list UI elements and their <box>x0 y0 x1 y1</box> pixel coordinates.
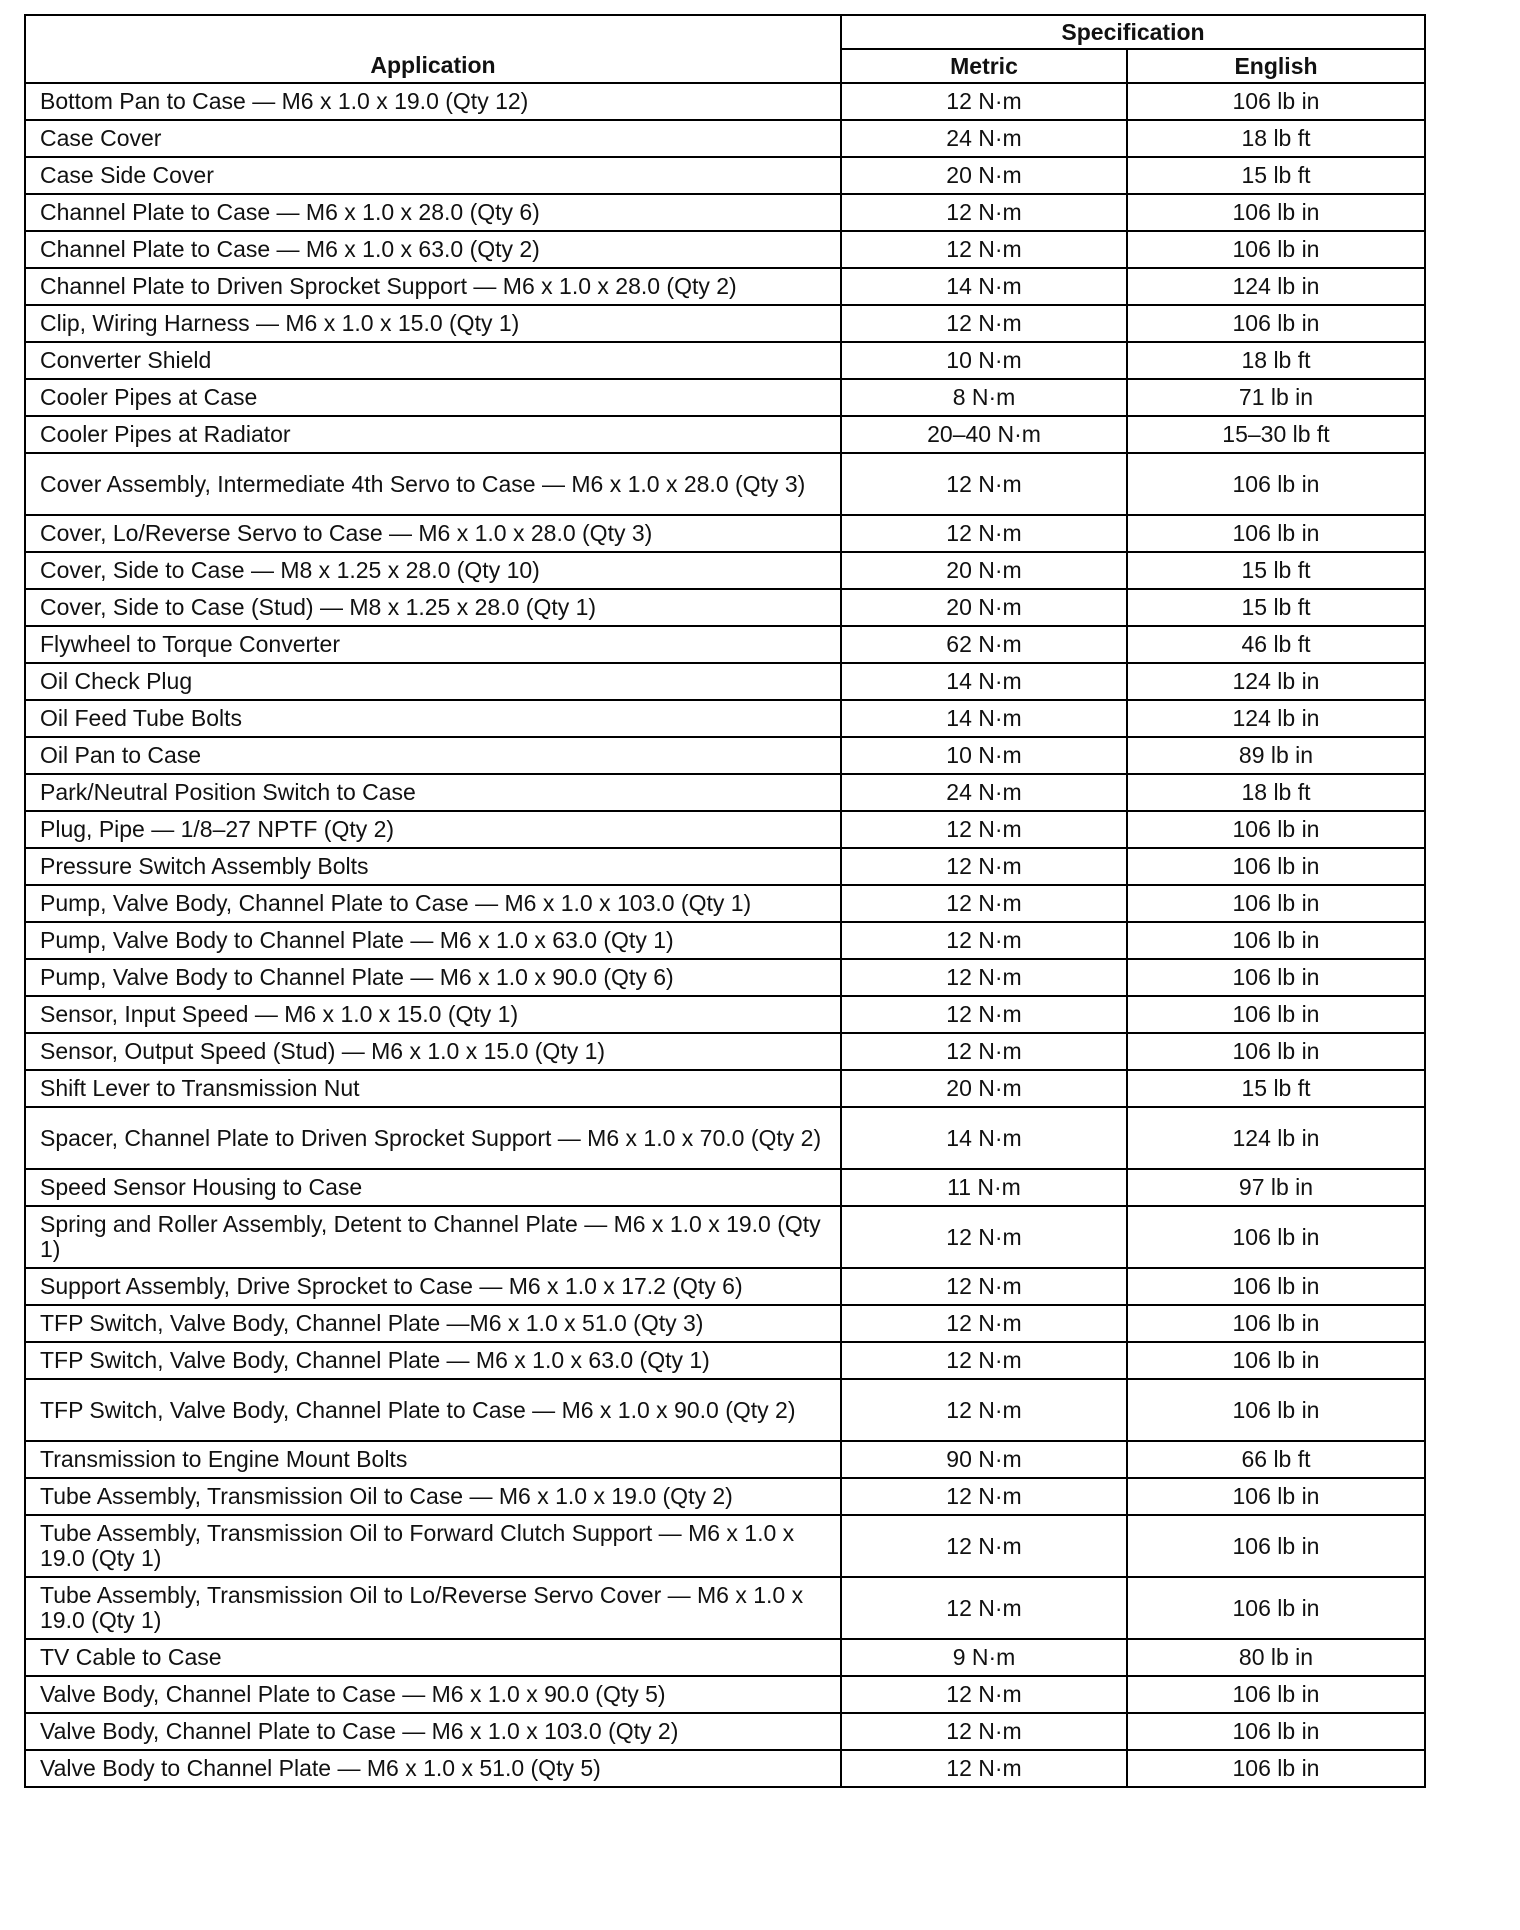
application-cell: Bottom Pan to Case — M6 x 1.0 x 19.0 (Qty 12) <box>25 83 841 120</box>
english-cell: 106 lb in <box>1127 1713 1425 1750</box>
application-cell: Flywheel to Torque Converter <box>25 626 841 663</box>
english-cell: 15 lb ft <box>1127 552 1425 589</box>
table-row <box>25 1577 1425 1639</box>
application-cell: Converter Shield <box>25 342 841 379</box>
english-cell: 106 lb in <box>1127 1379 1425 1441</box>
metric-cell: 12 N·m <box>841 1206 1127 1268</box>
table-row <box>25 996 1425 1033</box>
metric-cell: 12 N·m <box>841 83 1127 120</box>
metric-cell: 20–40 N·m <box>841 416 1127 453</box>
application-cell: Cover, Side to Case — M8 x 1.25 x 28.0 (Qty 10) <box>25 552 841 589</box>
english-cell: 124 lb in <box>1127 663 1425 700</box>
application-cell: Channel Plate to Driven Sprocket Support — M6 x 1.0 x 28.0 (Qty 2) <box>25 268 841 305</box>
english-cell: 106 lb in <box>1127 1033 1425 1070</box>
english-cell: 124 lb in <box>1127 1107 1425 1169</box>
header-specification: Specification <box>841 15 1425 49</box>
english-cell: 106 lb in <box>1127 1305 1425 1342</box>
english-cell: 15 lb ft <box>1127 1070 1425 1107</box>
table-row <box>25 515 1425 552</box>
header-english: English <box>1127 49 1425 83</box>
table-row <box>25 1639 1425 1676</box>
application-cell: Park/Neutral Position Switch to Case <box>25 774 841 811</box>
metric-cell: 14 N·m <box>841 663 1127 700</box>
application-cell: Cover, Lo/Reverse Servo to Case — M6 x 1.0 x 28.0 (Qty 3) <box>25 515 841 552</box>
metric-cell: 14 N·m <box>841 700 1127 737</box>
application-cell: Cover Assembly, Intermediate 4th Servo to Case — M6 x 1.0 x 28.0 (Qty 3) <box>25 453 841 515</box>
table-row <box>25 959 1425 996</box>
metric-cell: 10 N·m <box>841 737 1127 774</box>
english-cell: 15 lb ft <box>1127 157 1425 194</box>
application-cell: Transmission to Engine Mount Bolts <box>25 1441 841 1478</box>
table-row <box>25 811 1425 848</box>
metric-cell: 12 N·m <box>841 1750 1127 1787</box>
application-cell: Speed Sensor Housing to Case <box>25 1169 841 1206</box>
table-row <box>25 1750 1425 1787</box>
table-row <box>25 737 1425 774</box>
application-cell: Valve Body, Channel Plate to Case — M6 x 1.0 x 103.0 (Qty 2) <box>25 1713 841 1750</box>
table-row <box>25 416 1425 453</box>
table-row <box>25 1107 1425 1169</box>
application-cell: Oil Check Plug <box>25 663 841 700</box>
application-cell: Pump, Valve Body, Channel Plate to Case — M6 x 1.0 x 103.0 (Qty 1) <box>25 885 841 922</box>
english-cell: 106 lb in <box>1127 1478 1425 1515</box>
application-cell: Tube Assembly, Transmission Oil to Forward Clutch Support — M6 x 1.0 x 19.0 (Qty 1) <box>25 1515 841 1577</box>
english-cell: 46 lb ft <box>1127 626 1425 663</box>
application-cell: TFP Switch, Valve Body, Channel Plate — M6 x 1.0 x 63.0 (Qty 1) <box>25 1342 841 1379</box>
table-row <box>25 120 1425 157</box>
table-body <box>25 83 1425 1787</box>
table-row <box>25 157 1425 194</box>
english-cell: 106 lb in <box>1127 996 1425 1033</box>
table-row <box>25 552 1425 589</box>
table-row <box>25 194 1425 231</box>
metric-cell: 12 N·m <box>841 1676 1127 1713</box>
table-row <box>25 885 1425 922</box>
table-row <box>25 700 1425 737</box>
english-cell: 106 lb in <box>1127 1750 1425 1787</box>
application-cell: TFP Switch, Valve Body, Channel Plate —M6 x 1.0 x 51.0 (Qty 3) <box>25 1305 841 1342</box>
table-row <box>25 342 1425 379</box>
metric-cell: 20 N·m <box>841 589 1127 626</box>
metric-cell: 24 N·m <box>841 120 1127 157</box>
english-cell: 66 lb ft <box>1127 1441 1425 1478</box>
application-cell: Support Assembly, Drive Sprocket to Case — M6 x 1.0 x 17.2 (Qty 6) <box>25 1268 841 1305</box>
table-row <box>25 774 1425 811</box>
metric-cell: 12 N·m <box>841 959 1127 996</box>
table-row <box>25 1441 1425 1478</box>
metric-cell: 12 N·m <box>841 1478 1127 1515</box>
metric-cell: 12 N·m <box>841 922 1127 959</box>
table-row <box>25 305 1425 342</box>
header-metric: Metric <box>841 49 1127 83</box>
table-row <box>25 626 1425 663</box>
english-cell: 106 lb in <box>1127 305 1425 342</box>
application-cell: Sensor, Output Speed (Stud) — M6 x 1.0 x 15.0 (Qty 1) <box>25 1033 841 1070</box>
application-cell: Plug, Pipe — 1/8–27 NPTF (Qty 2) <box>25 811 841 848</box>
application-cell: Cooler Pipes at Case <box>25 379 841 416</box>
metric-cell: 12 N·m <box>841 231 1127 268</box>
table-row <box>25 453 1425 515</box>
application-cell: Cooler Pipes at Radiator <box>25 416 841 453</box>
english-cell: 106 lb in <box>1127 515 1425 552</box>
application-cell: TFP Switch, Valve Body, Channel Plate to Case — M6 x 1.0 x 90.0 (Qty 2) <box>25 1379 841 1441</box>
english-cell: 71 lb in <box>1127 379 1425 416</box>
english-cell: 106 lb in <box>1127 959 1425 996</box>
metric-cell: 12 N·m <box>841 811 1127 848</box>
metric-cell: 8 N·m <box>841 379 1127 416</box>
english-cell: 106 lb in <box>1127 1515 1425 1577</box>
metric-cell: 12 N·m <box>841 194 1127 231</box>
application-cell: Spring and Roller Assembly, Detent to Channel Plate — M6 x 1.0 x 19.0 (Qty 1) <box>25 1206 841 1268</box>
metric-cell: 20 N·m <box>841 1070 1127 1107</box>
metric-cell: 90 N·m <box>841 1441 1127 1478</box>
english-cell: 106 lb in <box>1127 83 1425 120</box>
english-cell: 106 lb in <box>1127 1206 1425 1268</box>
english-cell: 106 lb in <box>1127 231 1425 268</box>
table-row <box>25 1033 1425 1070</box>
application-cell: Pump, Valve Body to Channel Plate — M6 x 1.0 x 90.0 (Qty 6) <box>25 959 841 996</box>
metric-cell: 14 N·m <box>841 268 1127 305</box>
application-cell: Case Side Cover <box>25 157 841 194</box>
table-row <box>25 663 1425 700</box>
table-row <box>25 1305 1425 1342</box>
table-row <box>25 1206 1425 1268</box>
english-cell: 106 lb in <box>1127 194 1425 231</box>
metric-cell: 12 N·m <box>841 885 1127 922</box>
application-cell: Tube Assembly, Transmission Oil to Case — M6 x 1.0 x 19.0 (Qty 2) <box>25 1478 841 1515</box>
application-cell: Oil Feed Tube Bolts <box>25 700 841 737</box>
metric-cell: 12 N·m <box>841 1515 1127 1577</box>
metric-cell: 12 N·m <box>841 996 1127 1033</box>
table-header <box>25 15 1425 83</box>
metric-cell: 12 N·m <box>841 1713 1127 1750</box>
metric-cell: 11 N·m <box>841 1169 1127 1206</box>
english-cell: 124 lb in <box>1127 700 1425 737</box>
application-cell: Cover, Side to Case (Stud) — M8 x 1.25 x 28.0 (Qty 1) <box>25 589 841 626</box>
table-row <box>25 589 1425 626</box>
metric-cell: 12 N·m <box>841 1577 1127 1639</box>
table-row <box>25 1169 1425 1206</box>
table-row <box>25 1478 1425 1515</box>
table-row <box>25 1379 1425 1441</box>
metric-cell: 12 N·m <box>841 453 1127 515</box>
metric-cell: 12 N·m <box>841 1379 1127 1441</box>
english-cell: 124 lb in <box>1127 268 1425 305</box>
application-cell: Sensor, Input Speed — M6 x 1.0 x 15.0 (Qty 1) <box>25 996 841 1033</box>
english-cell: 106 lb in <box>1127 848 1425 885</box>
english-cell: 15 lb ft <box>1127 589 1425 626</box>
table-row <box>25 922 1425 959</box>
table-row <box>25 1268 1425 1305</box>
metric-cell: 12 N·m <box>841 1033 1127 1070</box>
table-row <box>25 1676 1425 1713</box>
english-cell: 15–30 lb ft <box>1127 416 1425 453</box>
application-cell: Case Cover <box>25 120 841 157</box>
metric-cell: 9 N·m <box>841 1639 1127 1676</box>
english-cell: 97 lb in <box>1127 1169 1425 1206</box>
metric-cell: 12 N·m <box>841 1305 1127 1342</box>
english-cell: 106 lb in <box>1127 1676 1425 1713</box>
english-cell: 18 lb ft <box>1127 120 1425 157</box>
application-cell: Valve Body to Channel Plate — M6 x 1.0 x 51.0 (Qty 5) <box>25 1750 841 1787</box>
torque-spec-table <box>24 14 1426 1788</box>
english-cell: 106 lb in <box>1127 885 1425 922</box>
table-row <box>25 1515 1425 1577</box>
application-cell: Clip, Wiring Harness — M6 x 1.0 x 15.0 (Qty 1) <box>25 305 841 342</box>
table-row <box>25 1342 1425 1379</box>
application-cell: Tube Assembly, Transmission Oil to Lo/Reverse Servo Cover — M6 x 1.0 x 19.0 (Qty 1) <box>25 1577 841 1639</box>
application-cell: Shift Lever to Transmission Nut <box>25 1070 841 1107</box>
english-cell: 106 lb in <box>1127 811 1425 848</box>
english-cell: 106 lb in <box>1127 1268 1425 1305</box>
english-cell: 18 lb ft <box>1127 774 1425 811</box>
metric-cell: 20 N·m <box>841 157 1127 194</box>
table-row <box>25 268 1425 305</box>
application-cell: Spacer, Channel Plate to Driven Sprocket Support — M6 x 1.0 x 70.0 (Qty 2) <box>25 1107 841 1169</box>
english-cell: 106 lb in <box>1127 453 1425 515</box>
metric-cell: 10 N·m <box>841 342 1127 379</box>
metric-cell: 20 N·m <box>841 552 1127 589</box>
table-row <box>25 1713 1425 1750</box>
header-row-top <box>25 15 1425 49</box>
header-application: Application <box>25 15 841 83</box>
metric-cell: 62 N·m <box>841 626 1127 663</box>
english-cell: 106 lb in <box>1127 922 1425 959</box>
english-cell: 89 lb in <box>1127 737 1425 774</box>
application-cell: Pump, Valve Body to Channel Plate — M6 x 1.0 x 63.0 (Qty 1) <box>25 922 841 959</box>
application-cell: Channel Plate to Case — M6 x 1.0 x 28.0 (Qty 6) <box>25 194 841 231</box>
english-cell: 106 lb in <box>1127 1577 1425 1639</box>
metric-cell: 12 N·m <box>841 848 1127 885</box>
metric-cell: 12 N·m <box>841 515 1127 552</box>
application-cell: Pressure Switch Assembly Bolts <box>25 848 841 885</box>
english-cell: 18 lb ft <box>1127 342 1425 379</box>
english-cell: 106 lb in <box>1127 1342 1425 1379</box>
metric-cell: 12 N·m <box>841 1268 1127 1305</box>
english-cell: 80 lb in <box>1127 1639 1425 1676</box>
table-row <box>25 83 1425 120</box>
application-cell: Valve Body, Channel Plate to Case — M6 x 1.0 x 90.0 (Qty 5) <box>25 1676 841 1713</box>
application-cell: Channel Plate to Case — M6 x 1.0 x 63.0 (Qty 2) <box>25 231 841 268</box>
metric-cell: 14 N·m <box>841 1107 1127 1169</box>
table-row <box>25 848 1425 885</box>
metric-cell: 12 N·m <box>841 305 1127 342</box>
table-row <box>25 1070 1425 1107</box>
metric-cell: 24 N·m <box>841 774 1127 811</box>
application-cell: Oil Pan to Case <box>25 737 841 774</box>
table-row <box>25 379 1425 416</box>
application-cell: TV Cable to Case <box>25 1639 841 1676</box>
table-row <box>25 231 1425 268</box>
metric-cell: 12 N·m <box>841 1342 1127 1379</box>
